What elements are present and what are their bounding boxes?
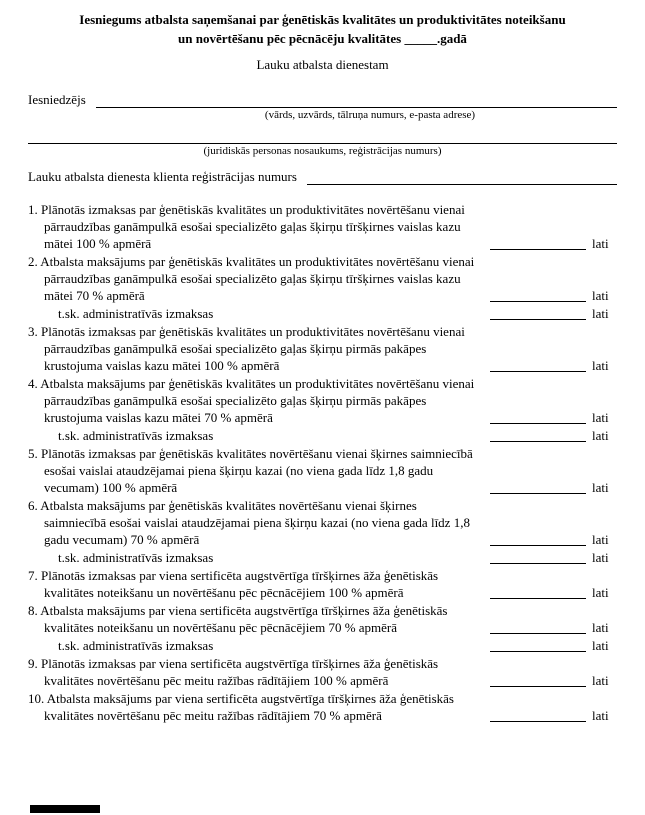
applicant-field[interactable] bbox=[96, 93, 617, 108]
form-item bbox=[28, 549, 617, 566]
item-text: 6. Atbalsta maksājums par ģenētiskās kvalitātes novērtēšanu vienai šķirnes saimniecībā esošai vaislai ataudzējamai piena šķirņu kazai (no viena gada līdz 1,8 gadu vecumam) 70 % apmērā bbox=[28, 498, 470, 547]
subitem-text: t.sk. administratīvās izmaksas bbox=[58, 550, 214, 565]
unit-label: lati bbox=[592, 708, 609, 723]
form-item bbox=[28, 427, 617, 444]
unit-label: lati bbox=[592, 288, 609, 303]
footer-bar bbox=[30, 805, 100, 813]
form-item bbox=[28, 305, 617, 322]
form-item bbox=[28, 201, 617, 252]
unit-label: lati bbox=[592, 638, 609, 653]
form-item bbox=[28, 253, 617, 304]
subitem-text: t.sk. administratīvās izmaksas bbox=[58, 428, 214, 443]
amount-field[interactable] bbox=[490, 533, 586, 546]
amount-field[interactable] bbox=[490, 621, 586, 634]
amount-field[interactable] bbox=[490, 289, 586, 302]
unit-label: lati bbox=[592, 550, 609, 565]
client-number-label: Lauku atbalsta dienesta klienta reģistrācijas numurs bbox=[28, 169, 297, 184]
amount-field[interactable] bbox=[490, 639, 586, 652]
unit-label: lati bbox=[592, 532, 609, 547]
amount-field[interactable] bbox=[490, 551, 586, 564]
item-text: 9. Plānotās izmaksas par viena sertificēta augstvērtīga tīršķirnes āža ģenētiskās kvalitātes novērtēšanu pēc meitu ražības rādītājiem 100 % apmērā bbox=[28, 656, 439, 688]
amount-field[interactable] bbox=[490, 586, 586, 599]
amount-field[interactable] bbox=[490, 237, 586, 250]
form-item bbox=[28, 445, 617, 496]
form-item bbox=[28, 567, 617, 601]
form-item bbox=[28, 637, 617, 654]
unit-label: lati bbox=[592, 585, 609, 600]
unit-label: lati bbox=[592, 480, 609, 495]
client-number-row bbox=[28, 168, 617, 185]
legal-entity-hint: (juridiskās personas nosaukums, reģistrācijas numurs) bbox=[203, 145, 442, 157]
amount-field[interactable] bbox=[490, 674, 586, 687]
amount-field[interactable] bbox=[490, 429, 586, 442]
legal-entity-field[interactable] bbox=[28, 128, 617, 144]
item-text: 10. Atbalsta maksājums par viena sertificēta augstvērtīga tīršķirnes āža ģenētiskās kvalitātes novērtēšanu pēc meitu ražības rādītājiem 70 % apmērā bbox=[28, 691, 454, 723]
form-title-line1: Iesniegums atbalsta saņemšanai par ģenētiskās kvalitātes un produktivitātes noteikšanu bbox=[79, 12, 566, 27]
form-item bbox=[28, 375, 617, 426]
form-title bbox=[28, 10, 617, 48]
form-title-line2: un novērtēšanu pēc pēcnācēju kvalitātes _____.gadā bbox=[178, 31, 467, 46]
unit-label: lati bbox=[592, 428, 609, 443]
form-item bbox=[28, 323, 617, 374]
amount-field[interactable] bbox=[490, 411, 586, 424]
unit-label: lati bbox=[592, 410, 609, 425]
item-text: 5. Plānotās izmaksas par ģenētiskās kvalitātes novērtēšanu vienai šķirnes saimniecībā esošai vaislai ataudzējamai piena šķirņu kazai (no viena gada līdz 1,8 gadu vecumam) 100 % apmērā bbox=[28, 446, 473, 495]
recipient-line: Lauku atbalsta dienestam bbox=[256, 57, 389, 72]
item-text: 8. Atbalsta maksājums par viena sertificēta augstvērtīga tīršķirnes āža ģenētiskās kvalitātes noteikšanu un novērtēšanu pēc pēcnācējiem 70 % apmērā bbox=[28, 603, 448, 635]
subitem-text: t.sk. administratīvās izmaksas bbox=[58, 638, 214, 653]
form-item bbox=[28, 497, 617, 548]
unit-label: lati bbox=[592, 620, 609, 635]
amount-field[interactable] bbox=[490, 359, 586, 372]
unit-label: lati bbox=[592, 358, 609, 373]
item-text: 4. Atbalsta maksājums par ģenētiskās kvalitātes un produktivitātes novērtēšanu vienai pārraudzības ganāmpulkā esošai specializēto gaļas šķirņu pirmās pakāpes krustojuma vaislas kazu mātei 70 % apmērā bbox=[28, 376, 475, 425]
unit-label: lati bbox=[592, 236, 609, 251]
form-item bbox=[28, 690, 617, 724]
amount-field[interactable] bbox=[490, 709, 586, 722]
item-text: 2. Atbalsta maksājums par ģenētiskās kvalitātes un produktivitātes novērtēšanu vienai pārraudzības ganāmpulkā esošai specializēto gaļas šķirņu tīršķirnes vaislas kazu mātei 70 % apmērā bbox=[28, 254, 475, 303]
amount-field[interactable] bbox=[490, 307, 586, 320]
unit-label: lati bbox=[592, 306, 609, 321]
form-item bbox=[28, 655, 617, 689]
item-text: 7. Plānotās izmaksas par viena sertificēta augstvērtīga tīršķirnes āža ģenētiskās kvalitātes noteikšanu un novērtēšanu pēc pēcnācējiem 100 % apmērā bbox=[28, 568, 439, 600]
subitem-text: t.sk. administratīvās izmaksas bbox=[58, 306, 214, 321]
applicant-hint: (vārds, uzvārds, tālruņa numurs, e-pasta adrese) bbox=[264, 109, 476, 121]
unit-label: lati bbox=[592, 673, 609, 688]
client-number-field[interactable] bbox=[307, 170, 617, 185]
item-text: 3. Plānotās izmaksas par ģenētiskās kvalitātes un produktivitātes novērtēšanu vienai pārraudzības ganāmpulkā esošai specializēto gaļas šķirņu pirmās pakāpes krustojuma vaislas kazu mātei 100 % apmērā bbox=[28, 324, 465, 373]
applicant-label: Iesniedzējs bbox=[28, 92, 86, 107]
form-item bbox=[28, 602, 617, 636]
applicant-row bbox=[28, 91, 617, 108]
item-text: 1. Plānotās izmaksas par ģenētiskās kvalitātes un produktivitātes novērtēšanu vienai pārraudzības ganāmpulkā esošai specializēto gaļas šķirņu tīršķirnes vaislas kazu mātei 100 % apmērā bbox=[28, 202, 465, 251]
items-list bbox=[28, 201, 617, 724]
amount-field[interactable] bbox=[490, 481, 586, 494]
